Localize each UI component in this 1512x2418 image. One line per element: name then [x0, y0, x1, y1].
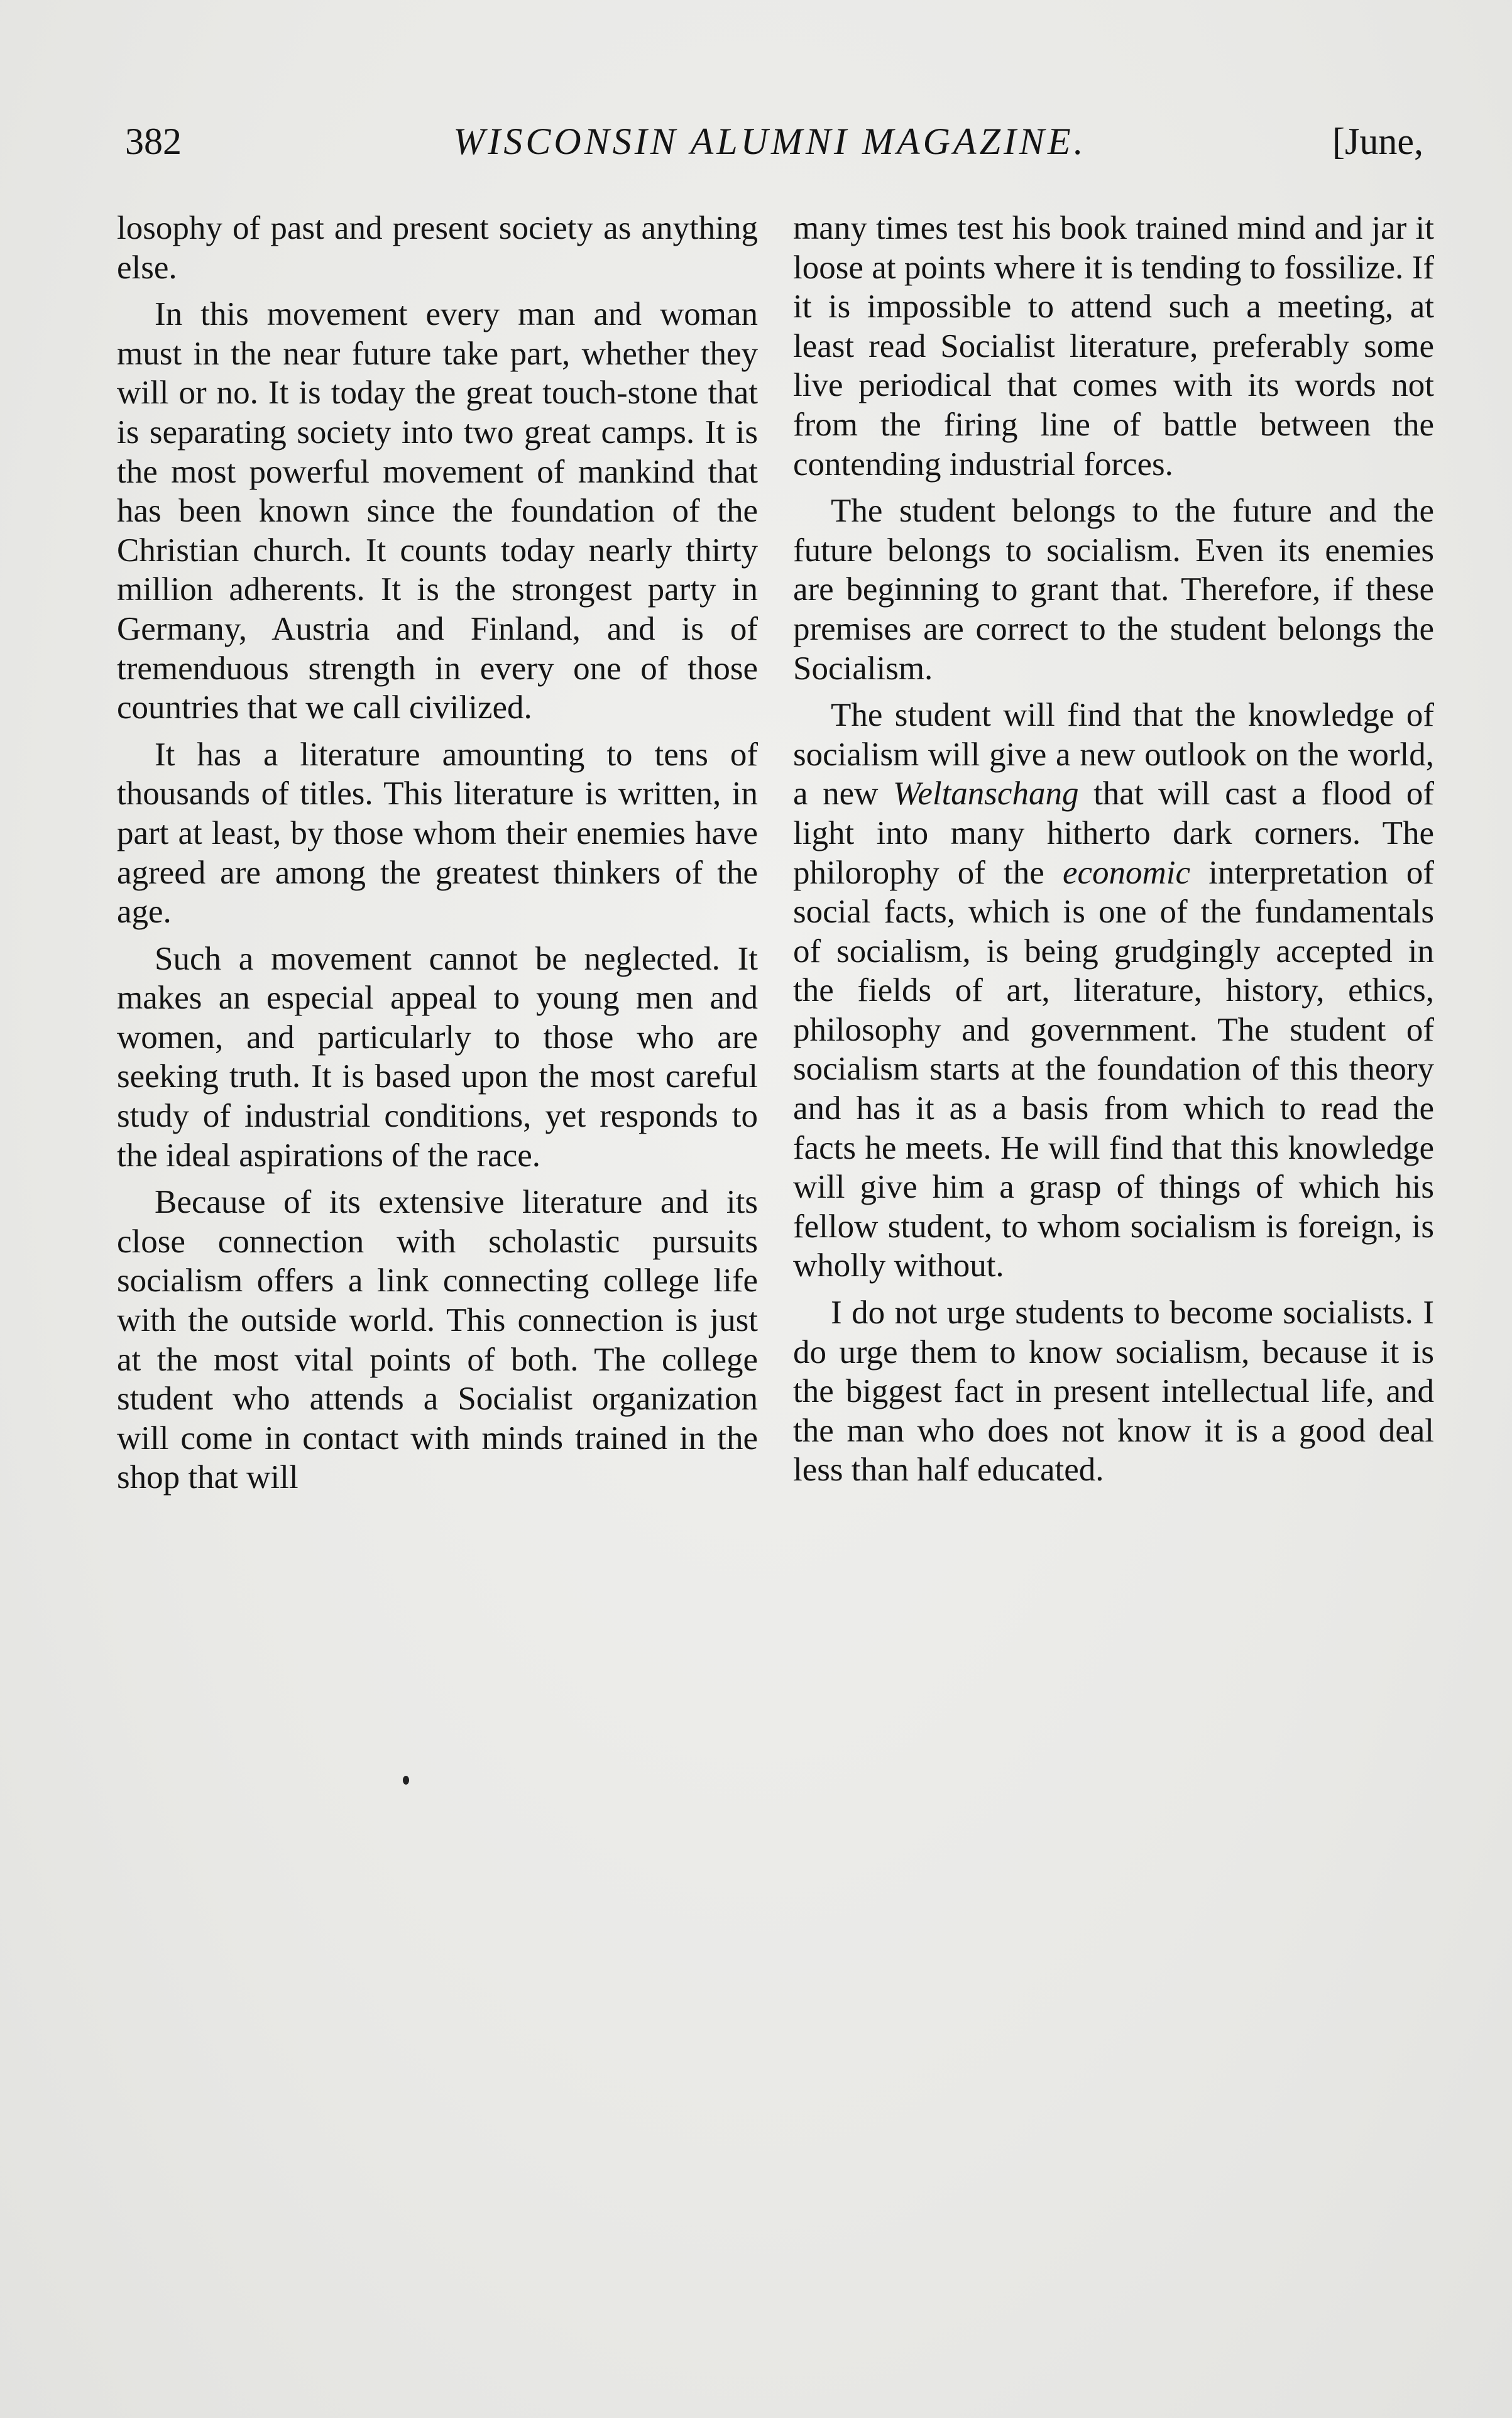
page-number: 382	[125, 121, 182, 162]
ornament-dot	[403, 1776, 409, 1785]
left-column	[117, 209, 758, 1497]
paragraph: I do not urge students to become socialists. I do urge them to know socialism, because it is the biggest fact in present intellectual life, and the man who does not know it is a good deal less than half educated.	[793, 1294, 1434, 1489]
italic-term: Weltanschang	[893, 775, 1079, 812]
paragraph: The student belongs to the future and the future belongs to socialism. Even its enemies are beginning to grant that. Therefore, if these premises are correct to the student belongs the Socialism.	[793, 493, 1434, 687]
issue-month: [June,	[1332, 121, 1423, 162]
running-header	[116, 113, 1423, 170]
right-column	[793, 209, 1434, 1490]
italic-term: economic	[1062, 854, 1191, 891]
text-run: The student will find that the knowledge of socialism will give a new outlook on the world, a new	[793, 697, 1434, 812]
text-run: that will cast a flood of light into many hitherto dark corners. The philorophy of the	[793, 775, 1434, 891]
text-run: interpretation of social facts, which is one of the fundamentals of socialism, is being grudgingly accepted in the fields of art, literature, history, ethics, philosophy and government. The student of socialism starts at the foundation of this theory and has it as a basis from which to read the facts he meets. He will find that this knowledge will give him a grasp of things of which his fellow student, to whom socialism is foreign, is wholly without.	[793, 854, 1434, 1284]
paragraph: Because of its extensive literature and its close connection with scholastic pursuits socialism offers a link connecting college life with the outside world. This connection is just at the most vital points of both. The college student who attends a Socialist organization will come in contact with minds trained in the shop that will	[117, 1184, 758, 1496]
paragraph: many times test his book trained mind and jar it loose at points where it is tending to fossilize. If it is impossible to attend such a meeting, at least read Socialist literature, preferably some live periodical that comes with its words not from the firing line of battle between the contending industrial forces.	[793, 210, 1434, 483]
paragraph: In this movement every man and woman must in the near future take part, whether they will or no. It is today the great touch-stone that is separating society into two great camps. It is the most powerful movement of mankind that has been known since the foundation of the Christian church. It counts today nearly thirty million adherents. It is the strongest party in Germany, Austria and Finland, and is of tremenduous strength in every one of those countries that we call civilized.	[117, 296, 758, 726]
paragraph: losophy of past and present society as anything else.	[117, 210, 758, 286]
paragraph: It has a literature amounting to tens of thousands of titles. This literature is written, in part at least, by those whom their enemies have agreed are among the greatest thinkers of the age.	[117, 736, 758, 931]
paragraph	[793, 696, 1434, 1286]
paragraph: Such a movement cannot be neglected. It makes an especial appeal to young men and women, and particularly to those who are seeking truth. It is based upon the most careful study of industrial conditions, yet responds to the ideal aspirations of the race.	[117, 940, 758, 1174]
magazine-title: WISCONSIN ALUMNI MAGAZINE.	[453, 121, 1087, 162]
